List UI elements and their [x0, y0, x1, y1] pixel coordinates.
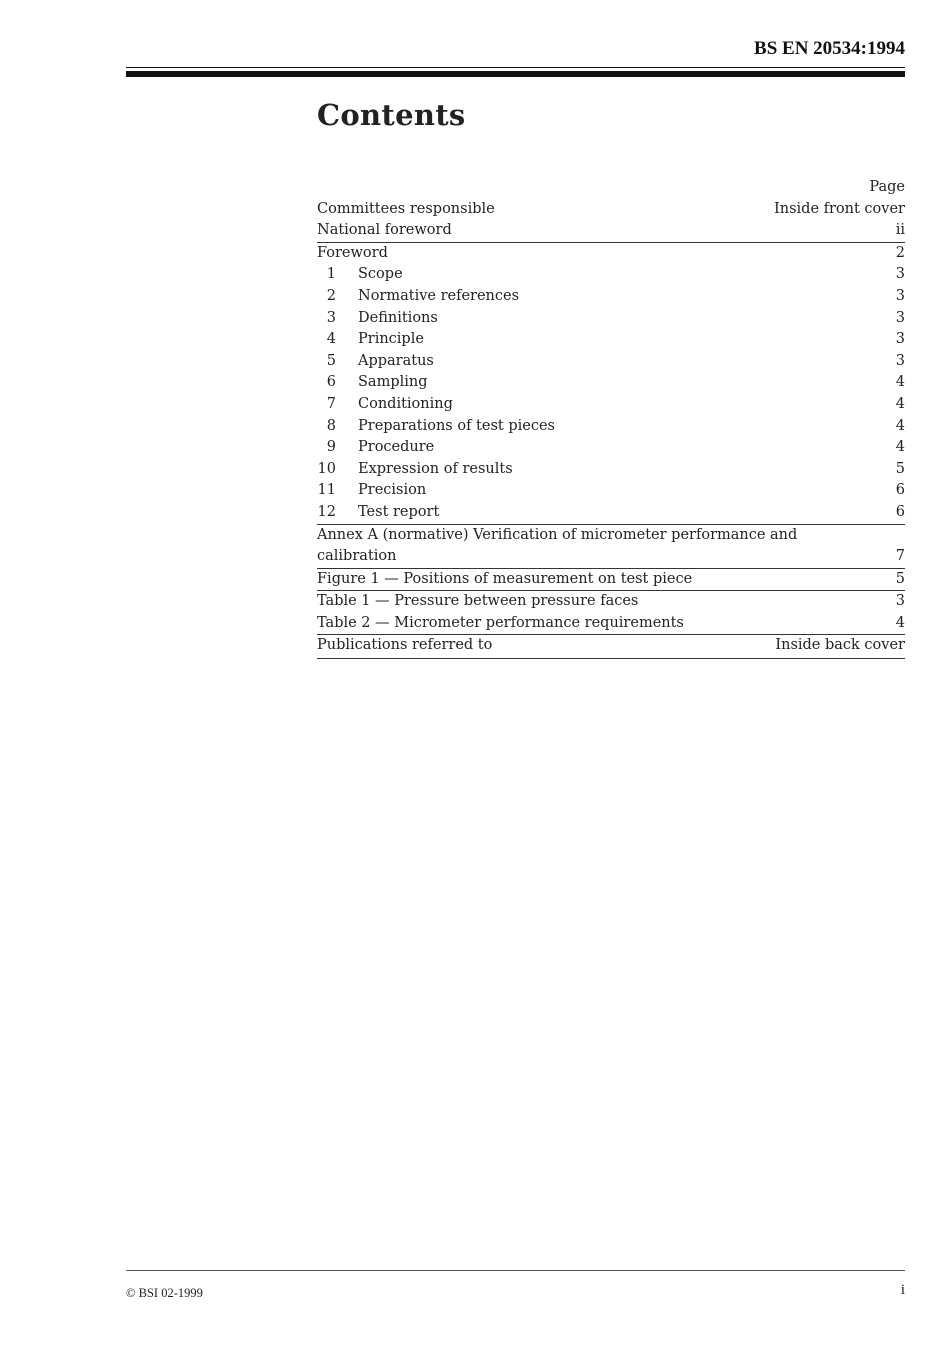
toc-entry-page: 7: [895, 548, 905, 565]
toc-entry-title: [317, 437, 434, 459]
toc-entry-label: Table 2 — Micrometer performance requirements: [317, 614, 684, 631]
table-of-contents: [317, 177, 905, 659]
toc-entry-label: Foreword: [317, 244, 388, 261]
toc-entry-label: Principle: [358, 331, 424, 348]
toc-entry-label: Procedure: [358, 439, 435, 456]
toc-entry-clause[interactable]: [317, 480, 905, 502]
toc-clause-number: 10: [317, 460, 336, 477]
footer-rule: [126, 1270, 905, 1271]
toc-entry-clause[interactable]: [317, 394, 905, 416]
toc-entry-label: National foreword: [317, 222, 452, 239]
toc-entry-label: Publications referred to: [317, 637, 493, 654]
toc-clause-number: 12: [317, 503, 336, 520]
toc-entry-page: 4: [895, 395, 905, 412]
toc-entry-label: Normative references: [358, 287, 520, 304]
toc-entry-label: Committees responsible: [317, 200, 495, 217]
toc-entry-page: 3: [895, 593, 905, 610]
toc-entry-page: 5: [895, 570, 905, 587]
toc-clause-number: 8: [326, 417, 336, 434]
toc-entry-label: Definitions: [358, 309, 438, 326]
toc-entry-clause[interactable]: [317, 286, 905, 308]
toc-clause-number: 1: [326, 266, 336, 283]
toc-clause-number: 3: [326, 309, 336, 326]
toc-entry-national-foreword[interactable]: [317, 220, 905, 242]
toc-entry-clause[interactable]: [317, 329, 905, 351]
header-rule-thin: [126, 67, 905, 68]
toc-entry-page: 3: [895, 352, 905, 369]
toc-entry-page: 4: [895, 614, 905, 631]
toc-entry-label: Apparatus: [358, 352, 434, 369]
toc-entry-title: [317, 372, 428, 394]
toc-entry-title: [317, 308, 438, 330]
toc-entry-page: 4: [895, 417, 905, 434]
toc-entry-label: Table 1 — Pressure between pressure faces: [317, 593, 639, 610]
toc-entry-clause[interactable]: [317, 459, 905, 481]
toc-entry-clause[interactable]: [317, 416, 905, 438]
header-rule-thick: [126, 71, 905, 77]
toc-clause-number: 4: [326, 331, 336, 348]
toc-entry-clause[interactable]: [317, 264, 905, 286]
toc-entry-title: [317, 416, 555, 438]
toc-entry-label: Expression of results: [358, 460, 513, 477]
toc-entry-clause[interactable]: [317, 351, 905, 373]
toc-clause-list: [317, 264, 905, 523]
toc-entry-title: [317, 264, 403, 286]
toc-entry-page: 3: [895, 309, 905, 326]
toc-entry-label: Figure 1 — Positions of measurement on test piece: [317, 570, 693, 587]
document-id: BS EN 20534:1994: [754, 38, 905, 59]
toc-entry-page: 2: [895, 244, 905, 261]
toc-entry-title: [317, 351, 434, 373]
toc-entry-foreword[interactable]: [317, 242, 905, 265]
toc-entry-title: [317, 459, 513, 481]
toc-entry-page: 6: [895, 503, 905, 520]
toc-entry-publications[interactable]: [317, 634, 905, 659]
toc-clause-number: 9: [326, 439, 336, 456]
toc-entry-page: 3: [895, 266, 905, 283]
toc-entry-page: 4: [895, 439, 905, 456]
toc-entry-clause[interactable]: [317, 437, 905, 459]
toc-entry-page: 6: [895, 482, 905, 499]
footer-page-number: i: [900, 1282, 905, 1298]
toc-entry-table-1[interactable]: [317, 590, 905, 613]
toc-entry-page: 3: [895, 287, 905, 304]
toc-entry-page: 3: [895, 331, 905, 348]
toc-entry-figure-1[interactable]: [317, 568, 905, 591]
toc-entry-committees[interactable]: [317, 199, 905, 221]
toc-entry-page: Inside back cover: [775, 637, 905, 654]
footer-copyright: © BSI 02-1999: [126, 1286, 203, 1300]
toc-entry-label: Annex A (normative) Verification of micrometer performance and calibration: [317, 526, 798, 565]
toc-entry-annex-a[interactable]: [317, 524, 905, 568]
toc-entry-page: 5: [895, 460, 905, 477]
toc-entry-title: [317, 394, 453, 416]
toc-entry-title: [317, 329, 424, 351]
toc-entry-clause[interactable]: [317, 502, 905, 524]
toc-entry-label: Scope: [358, 266, 403, 283]
toc-entry-label: Preparations of test pieces: [358, 417, 555, 434]
toc-entry-page: Inside front cover: [774, 200, 905, 217]
toc-clause-number: 6: [326, 374, 336, 391]
toc-clause-number: 2: [326, 287, 336, 304]
toc-clause-number: 11: [317, 482, 336, 499]
toc-entry-label: Conditioning: [358, 395, 453, 412]
toc-page-heading: Page: [869, 179, 905, 195]
toc-entry-title: [317, 480, 426, 502]
page-title: Contents: [317, 98, 466, 132]
toc-entry-clause[interactable]: [317, 372, 905, 394]
toc-clause-number: 5: [326, 352, 336, 369]
toc-entry-page: ii: [895, 222, 905, 239]
toc-clause-number: 7: [326, 395, 336, 412]
toc-entry-page: 4: [895, 374, 905, 391]
toc-entry-label: Sampling: [358, 374, 428, 391]
toc-entry-table-2[interactable]: [317, 613, 905, 635]
toc-entry-label: Precision: [358, 482, 427, 499]
toc-entry-title: [317, 502, 439, 524]
toc-entry-label: Test report: [358, 503, 440, 520]
toc-entry-title: [317, 286, 519, 308]
toc-entry-clause[interactable]: [317, 308, 905, 330]
